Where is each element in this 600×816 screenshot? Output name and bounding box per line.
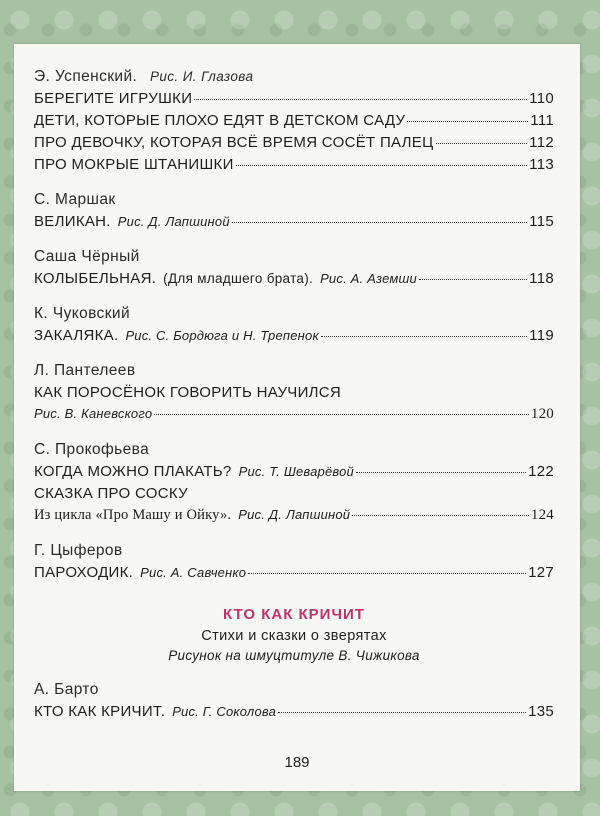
toc-entry[interactable] [34, 507, 554, 529]
author-name: С. Прокофьева [34, 441, 150, 458]
page-number: 120 [530, 406, 554, 422]
dot-leader [154, 414, 529, 415]
entry-illustrator: Рис. А. Аземши [320, 271, 417, 286]
dot-leader [236, 165, 528, 166]
author-illustrator: Рис. И. Глазова [149, 69, 254, 84]
dot-leader [232, 222, 527, 223]
dot-leader [419, 279, 527, 280]
toc-entry[interactable] [34, 327, 554, 349]
dot-leader [407, 121, 528, 122]
entry-title: БЕРЕГИТЕ ИГРУШКИ [34, 90, 193, 107]
toc-entry[interactable] [34, 703, 554, 725]
author-name: Саша Чёрный [34, 248, 140, 265]
entry-title: ДЕТИ, КОТОРЫЕ ПЛОХО ЕДЯТ В ДЕТСКОМ САДУ [34, 112, 406, 129]
entry-illustrator: Рис. Д. Лапшиной [117, 214, 230, 229]
entry-illustrator: Рис. Д. Лапшиной [238, 507, 351, 522]
section-heading[interactable]: КТО КАК КРИЧИТ [223, 606, 365, 623]
entry-title: КТО КАК КРИЧИТ. [34, 703, 166, 720]
toc-entry[interactable] [34, 406, 554, 428]
page-number: 113 [529, 156, 554, 173]
entry-title: КОГДА МОЖНО ПЛАКАТЬ? [34, 463, 232, 480]
page-number: 124 [530, 507, 554, 523]
dot-leader [321, 336, 527, 337]
toc-entry[interactable] [34, 112, 554, 134]
entry-illustrator: Рис. Т. Шеварёвой [238, 464, 354, 479]
entry-title: КОЛЫБЕЛЬНАЯ. [34, 270, 157, 287]
table-of-contents [34, 68, 554, 725]
entry-illustrator: Рис. Г. Соколова [172, 704, 276, 719]
toc-entry[interactable] [34, 213, 554, 235]
author-name: Л. Пантелеев [34, 362, 136, 379]
entry-illustrator: Рис. А. Савченко [140, 565, 247, 580]
page-number: 112 [529, 134, 554, 151]
page-number: 135 [528, 703, 554, 720]
entry-title: ЗАКАЛЯКА. [34, 327, 119, 344]
section-subtitle: Стихи и сказки о зверятах [201, 628, 387, 644]
author-name: Г. Цыферов [34, 542, 123, 559]
entry-subtitle: Из цикла «Про Машу и Ойку». [34, 507, 232, 523]
author-name [34, 68, 554, 90]
toc-entry[interactable] [34, 564, 554, 586]
author-name: С. Маршак [34, 191, 116, 208]
author-name: К. Чуковский [34, 305, 131, 322]
page-number: 127 [528, 564, 554, 581]
page-number: 119 [529, 327, 554, 344]
dot-leader [248, 573, 526, 574]
page-number: 118 [529, 270, 554, 287]
entry-title: ПРО ДЕВОЧКУ, КОТОРАЯ ВСЁ ВРЕМЯ СОСЁТ ПАЛЕЦ [34, 134, 434, 151]
toc-entry[interactable] [34, 156, 554, 178]
dot-leader [352, 515, 529, 516]
section-header [34, 606, 554, 668]
page-footer-number: 189 [284, 754, 310, 771]
page-number: 115 [529, 213, 554, 230]
entry-title: ПРО МОКРЫЕ ШТАНИШКИ [34, 156, 234, 173]
entry-illustrator: Рис. С. Бордюга и Н. Трепенок [125, 328, 319, 343]
dot-leader [436, 143, 528, 144]
entry-title: ВЕЛИКАН. [34, 213, 111, 230]
toc-entry[interactable] [34, 463, 554, 485]
section-illustrator: Рисунок на шмуцтитуле В. Чижикова [168, 648, 420, 663]
dot-leader [194, 99, 527, 100]
entry-title: ПАРОХОДИК. [34, 564, 134, 581]
toc-entry[interactable] [34, 270, 554, 292]
dot-leader [278, 712, 526, 713]
page-number: 111 [530, 112, 554, 129]
book-page [14, 44, 580, 791]
entry-note: (Для младшего брата). [163, 271, 314, 286]
entry-title[interactable]: КАК ПОРОСЁНОК ГОВОРИТЬ НАУЧИЛСЯ [34, 384, 342, 401]
entry-illustrator: Рис. В. Каневского [34, 406, 153, 421]
page-number: 110 [529, 90, 554, 107]
dot-leader [356, 472, 526, 473]
author-name: А. Барто [34, 681, 99, 698]
entry-title[interactable]: СКАЗКА ПРО СОСКУ [34, 485, 188, 502]
toc-entry[interactable] [34, 90, 554, 112]
toc-entry[interactable] [34, 134, 554, 156]
page-number: 122 [528, 463, 554, 480]
author-name-text: Э. Успенский. [34, 68, 138, 85]
